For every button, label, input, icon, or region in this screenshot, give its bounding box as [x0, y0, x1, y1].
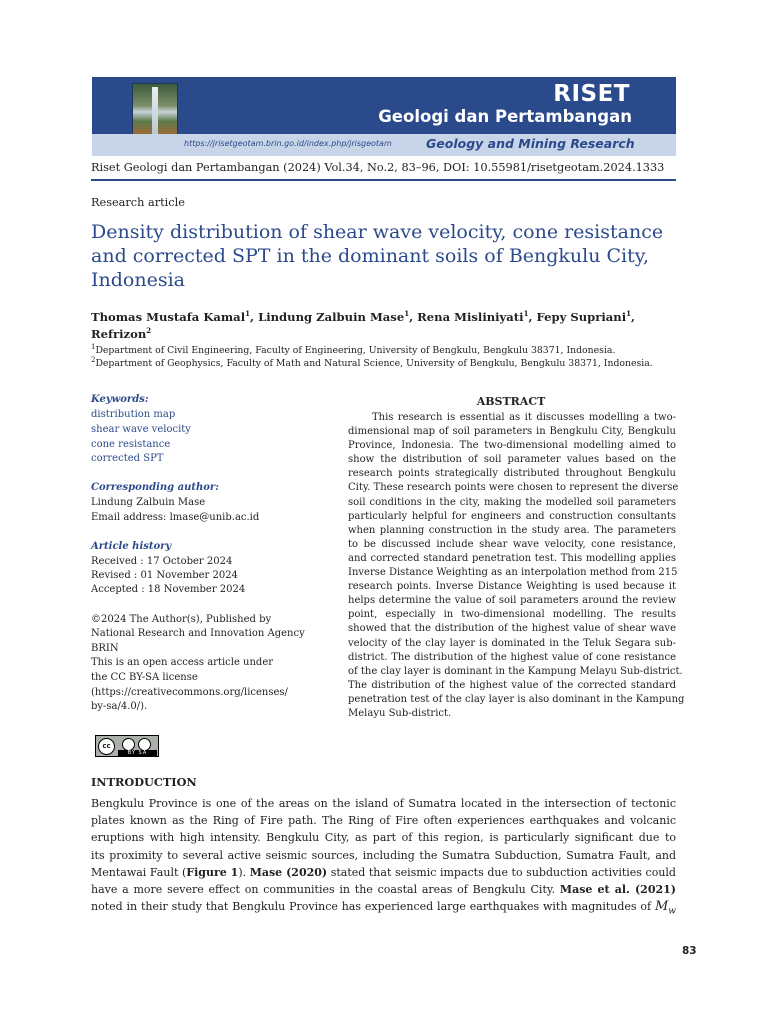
abstract-line: of the clay layer is dominant in the Kampung Melayu Sub-district. [348, 665, 683, 677]
keyword: cone resistance [91, 439, 171, 450]
abstract-line: Inverse Distance Weighting as an interpolation method from 215 [348, 567, 678, 579]
received-date: Received : 17 October 2024 [91, 556, 233, 567]
journal-short-title: RISET [553, 81, 630, 107]
keyword: corrected SPT [91, 453, 164, 464]
paper-title [91, 220, 681, 292]
author: Rena Misliniyati$^1$, [417, 309, 537, 324]
author: Thomas Mustafa Kamal$^1$, [91, 309, 259, 324]
license-link[interactable]: (https://creativecommons.org/licenses/ [91, 687, 288, 698]
revised-date: Revised : 01 November 2024 [91, 570, 238, 581]
author-list [91, 309, 681, 343]
intro-line: eruptions with high intensity. Bengkulu City, as part of this region, is particularly significant due to [91, 831, 676, 845]
license-line: This is an open access article under [91, 657, 274, 668]
abstract-line: show the distribution of soil parameter values based on the [348, 454, 676, 466]
abstract-line: research points. Inverse Distance Weighting is used because it [348, 581, 676, 593]
abstract-line: helps determine the value of soil parameters around the review [348, 595, 676, 607]
license-line: ©2024 The Author(s), Published by [91, 614, 272, 625]
history-heading: Article history [91, 541, 172, 552]
abstract-line: City. These research points were chosen to represent the diverse [348, 482, 679, 494]
abstract-line: to be discussed include shear wave velocity, cone resistance, [348, 538, 676, 550]
title-line: and corrected SPT in the dominant soils of Bengkulu City, [91, 245, 650, 267]
intro-line: have a more severe effect on communities in the coastal areas of Bengkulu City. Mase et al. (2021) [91, 883, 676, 897]
abstract-line: This research is essential as it discusses modelling a two- [372, 412, 676, 423]
keyword: shear wave velocity [91, 424, 191, 435]
intro-line: Bengkulu Province is one of the areas on the island of Sumatra located in the intersection of tectonic [91, 797, 676, 810]
keywords-heading: Keywords: [91, 394, 149, 405]
intro-line: noted in their study that Bengkulu Province has experienced large earthquakes with magnitudes of $M_w$ [91, 899, 676, 917]
introduction-text [91, 795, 676, 921]
waterfall-icon [152, 87, 158, 137]
corresponding-email[interactable]: Email address: lmase@unib.ac.id [91, 512, 260, 523]
affiliation: $^1$Department of Civil Engineering, Faculty of Engineering, University of Bengkulu, Bengkulu 38371, Indonesia. [91, 342, 616, 356]
abstract-line: soil conditions in the city, making the modelled soil parameters [348, 496, 676, 508]
title-line: Indonesia [91, 269, 185, 291]
abstract-line: showed that the distribution of the highest value of shear wave [348, 623, 676, 635]
cc-icon: cc [98, 738, 115, 755]
citation-reference[interactable]: Mase et al. (2021) [559, 883, 676, 897]
intro-line: Mentawai Fault (Figure 1). Mase (2020) stated that seismic impacts due to subduction activities could [91, 865, 676, 879]
abstract-line: point, especially in two-dimensional modelling. The results [348, 609, 676, 621]
abstract-line: dimensional map of soil parameters in Bengkulu City, Bengkulu [348, 426, 676, 438]
cc-by-sa-badge[interactable] [95, 735, 159, 757]
cc-badge-strip: BY SA [118, 750, 157, 756]
abstract-line: research points strategically distributed throughout Bengkulu [348, 468, 676, 480]
introduction-heading: INTRODUCTION [91, 775, 197, 789]
author: Lindung Zalbuin Mase$^1$, [258, 309, 418, 324]
abstract-line: The distribution of the highest value of the corrected standard [348, 679, 676, 691]
abstract-text [348, 411, 685, 721]
citation-reference[interactable]: Mase (2020) [249, 865, 328, 879]
article-type: Research article [91, 196, 185, 209]
page-number: 83 [682, 945, 697, 957]
license-line: National Research and Innovation Agency [91, 628, 305, 639]
citation-line: Riset Geologi dan Pertambangan (2024) Vol.34, No.2, 83–96, DOI: 10.55981/risetgeotam.2024.1333 [91, 161, 665, 174]
journal-english-name: Geology and Mining Research [426, 136, 635, 151]
license-line: the CC BY-SA license [91, 672, 198, 683]
abstract-heading: ABSTRACT [476, 395, 546, 408]
accepted-date: Accepted : 18 November 2024 [91, 584, 246, 595]
header-divider [91, 179, 676, 181]
title-line: Density distribution of shear wave velocity, cone resistance [91, 221, 664, 243]
abstract-line: Melayu Sub-district. [348, 707, 452, 719]
intro-line: its proximity to several active seismic sources, including the Sumatra Subduction, Sumatra Fault, and [91, 848, 676, 862]
magnitude-symbol: $M_w$ [654, 899, 676, 917]
abstract-line: particularly helpful for engineers and construction consultants [348, 510, 676, 522]
journal-name: Geologi dan Pertambangan [378, 107, 632, 126]
corresponding-heading: Corresponding author: [91, 482, 219, 493]
journal-url-link[interactable]: https://jrisetgeotam.brin.go.id/index.php/jrisgeotam [184, 139, 392, 148]
affiliation: $^2$Department of Geophysics, Faculty of Math and Natural Science, University of Bengkulu, Bengkulu 38371, Indonesia. [91, 355, 653, 369]
abstract-line: velocity of the clay layer is dominated in the Teluk Segara sub- [348, 637, 676, 649]
author: Fepy Supriani$^1$, [536, 309, 636, 324]
intro-line: plates known as the Ring of Fire path. The Ring of Fire often experiences earthquakes and volcanic [91, 814, 676, 828]
author: Refrizon$^2$ [91, 326, 152, 341]
license-line: BRIN [91, 643, 119, 654]
license-link[interactable]: by-sa/4.0/). [91, 701, 148, 712]
abstract-line: district. The distribution of the highest value of cone resistance [348, 651, 676, 663]
figure-reference[interactable]: Figure 1 [186, 865, 239, 879]
abstract-line: penetration test of the clay layer is also dominant in the Kampung [348, 693, 685, 705]
corresponding-name: Lindung Zalbuin Mase [91, 497, 206, 508]
journal-banner [92, 77, 676, 156]
keyword: distribution map [91, 409, 176, 420]
abstract-line: Province, Indonesia. The two-dimensional modelling aimed to [348, 440, 676, 452]
abstract-line: when planning construction in the study area. The parameters [348, 524, 676, 536]
abstract-line: and corrected standard penetration test. This modelling applies [348, 552, 676, 564]
